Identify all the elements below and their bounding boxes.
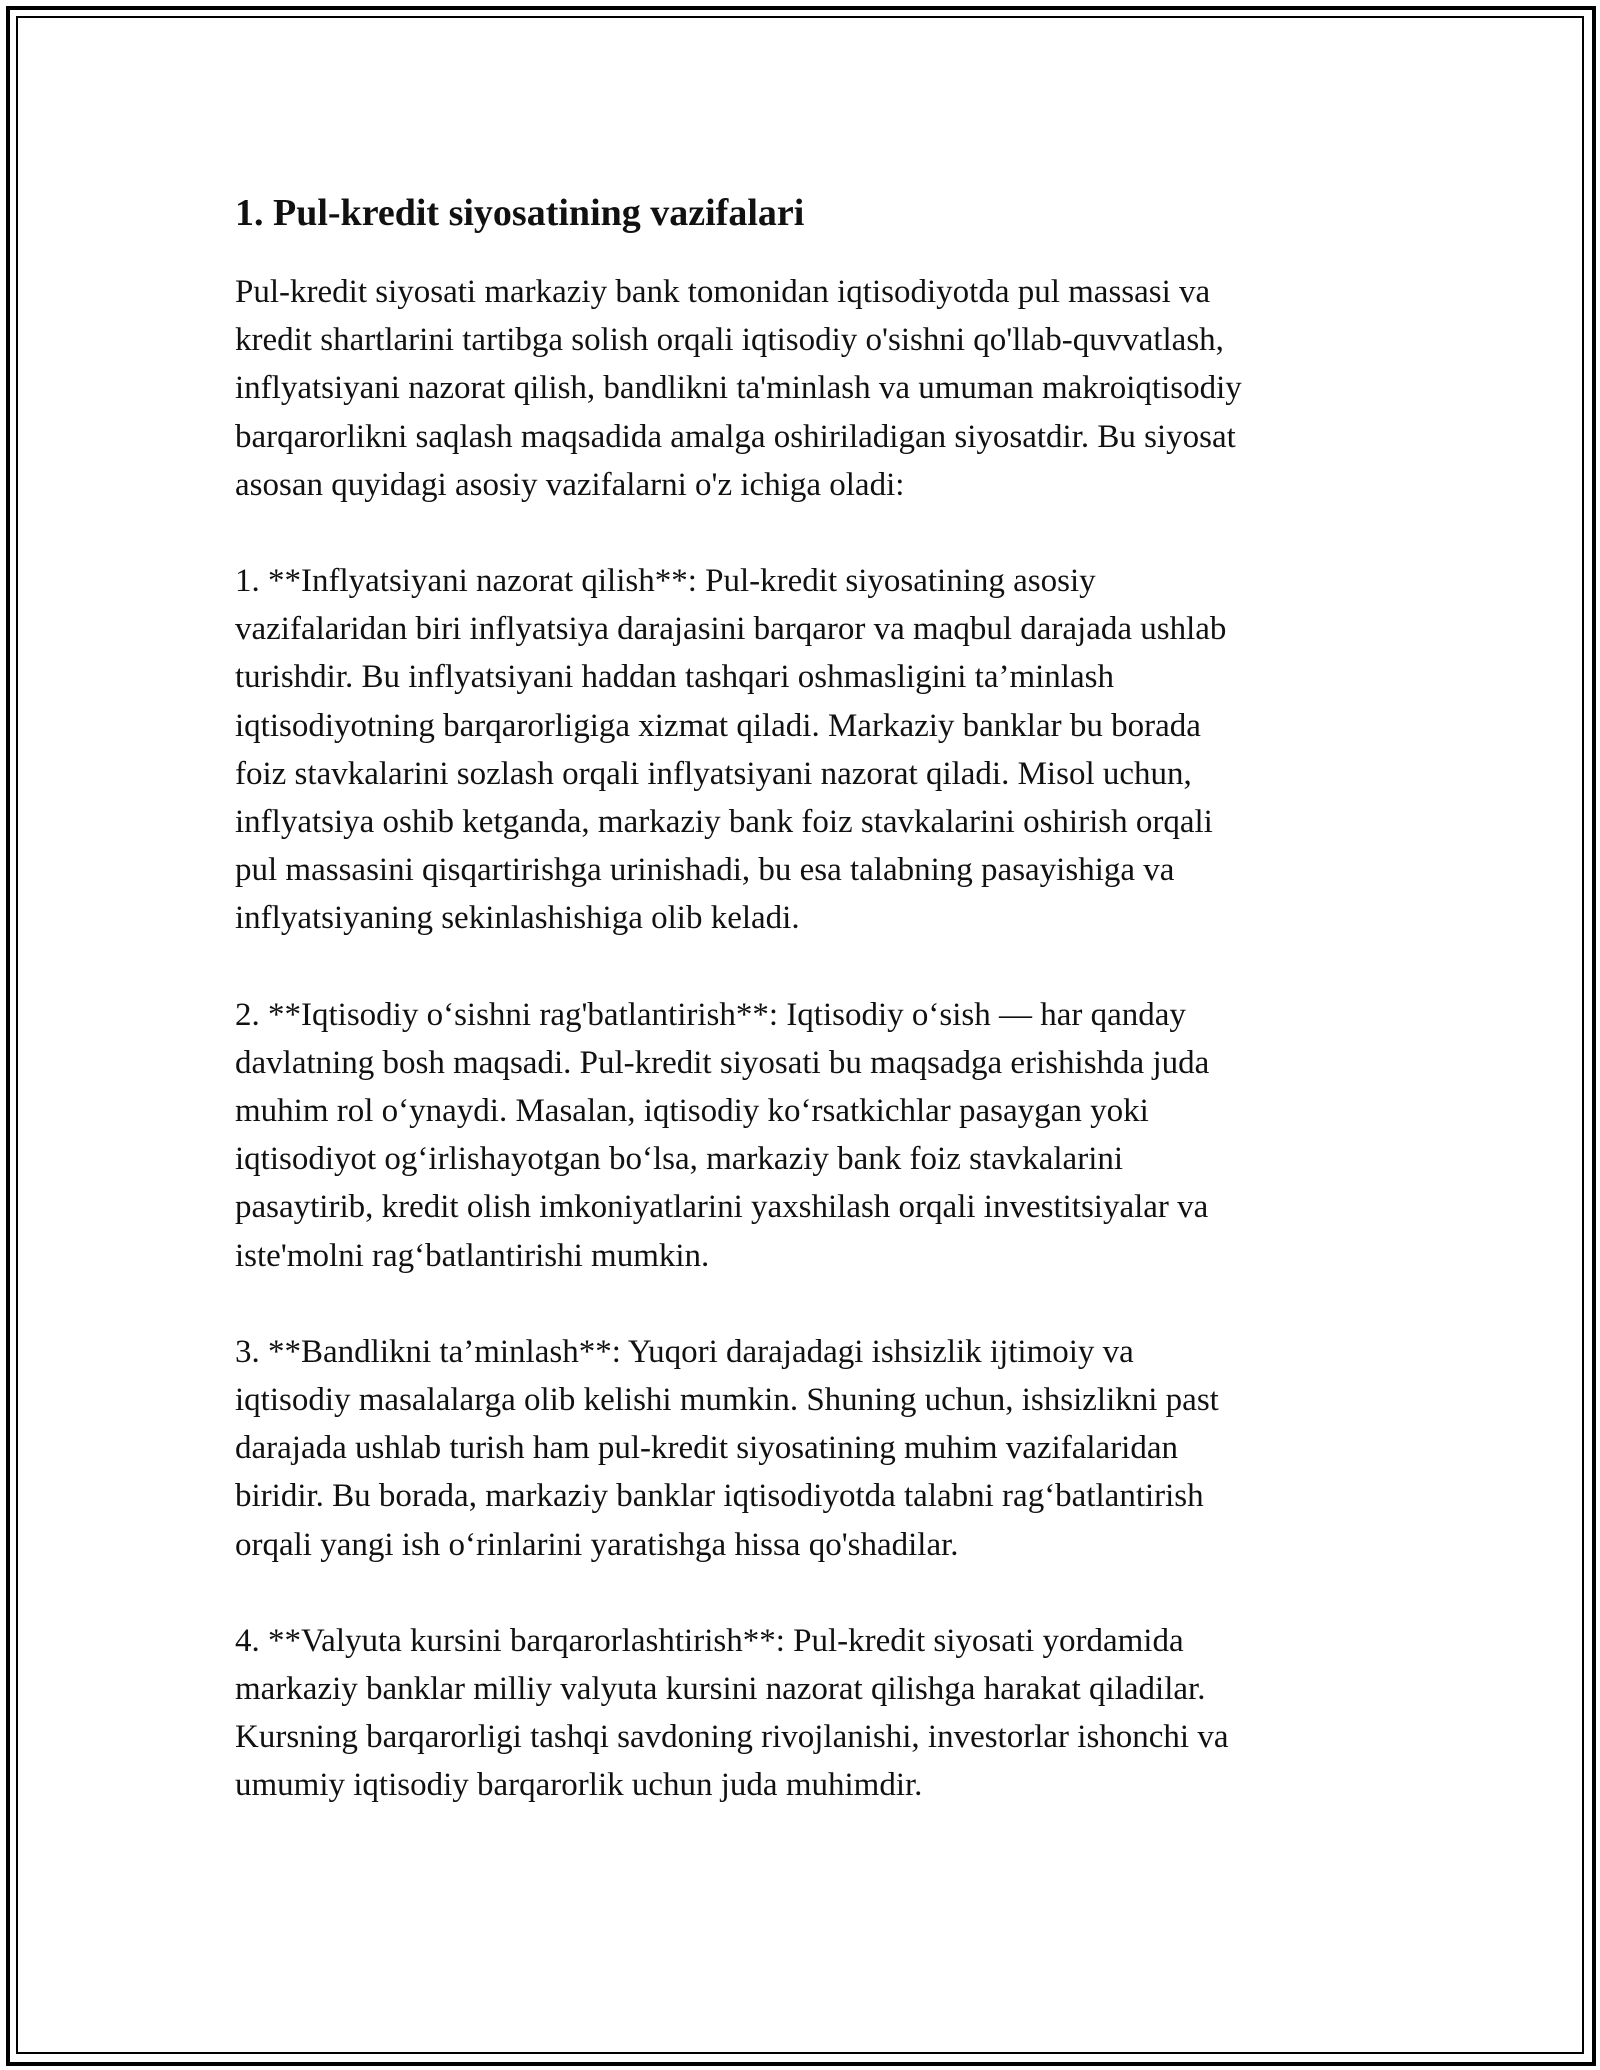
text-line: biridir. Bu borada, markaziy banklar iqtisodiyotda talabni rag‘batlantirish: [235, 1478, 1204, 1515]
text-line: 4. **Valyuta kursini barqarorlashtirish**: Pul-kredit siyosati yordamida: [235, 1622, 1184, 1659]
paragraph: [235, 268, 1365, 509]
text-line: 3. **Bandlikni ta’minlash**: Yuqori darajadagi ishsizlik ijtimoiy va: [235, 1333, 1134, 1370]
text-line: pul massasini qisqartirishga urinishadi, bu esa talabning pasayishiga va: [235, 852, 1175, 889]
paragraph: [235, 1617, 1365, 1810]
text-line: Pul-kredit siyosati markaziy bank tomonidan iqtisodiyotda pul massasi va: [235, 274, 1211, 310]
paragraph: [235, 1328, 1365, 1569]
text-line: 1. **Inflyatsiyani nazorat qilish**: Pul-kredit siyosatining asosiy: [235, 563, 1096, 600]
text-line: barqarorlikni saqlash maqsadida amalga oshiriladigan siyosatdir. Bu siyosat: [235, 418, 1236, 455]
text-line: inflyatsiyani nazorat qilish, bandlikni ta'minlash va umuman makroiqtisodiy: [235, 370, 1242, 407]
text-line: iqtisodiyot og‘irlishayotgan bo‘lsa, markaziy bank foiz stavkalarini: [235, 1141, 1124, 1178]
text-line: davlatning bosh maqsadi. Pul-kredit siyosati bu maqsadga erishishda juda: [235, 1044, 1210, 1081]
text-line: inflyatsiya oshib ketganda, markaziy bank foiz stavkalarini oshirish orqali: [235, 804, 1213, 841]
text-line: iqtisodiyotning barqarorligiga xizmat qiladi. Markaziy banklar bu borada: [235, 707, 1201, 744]
text-line: iqtisodiy masalalarga olib kelishi mumkin. Shuning uchun, ishsizlikni past: [235, 1382, 1219, 1419]
text-line: turishdir. Bu inflyatsiyani haddan tashqari oshmasligini ta’minlash: [235, 659, 1114, 696]
text-line: asosan quyidagi asosiy vazifalarni o'z ichiga oladi:: [235, 466, 905, 503]
text-line: orqali yangi ish o‘rinlarini yaratishga hissa qo'shadilar.: [235, 1526, 959, 1563]
text-line: muhim rol o‘ynaydi. Masalan, iqtisodiy ko‘rsatkichlar pasaygan yoki: [235, 1093, 1149, 1130]
text-line: darajada ushlab turish ham pul-kredit siyosatining muhim vazifalaridan: [235, 1430, 1178, 1467]
text-line: Kursning barqarorligi tashqi savdoning rivojlanishi, investorlar ishonchi va: [235, 1719, 1229, 1756]
text-line: kredit shartlarini tartibga solish orqali iqtisodiy o'sishni qo'llab-quvvatlash,: [235, 322, 1224, 359]
text-line: markaziy banklar milliy valyuta kursini nazorat qilishga harakat qiladilar.: [235, 1671, 1206, 1708]
text-line: foiz stavkalarini sozlash orqali inflyatsiyani nazorat qiladi. Misol uchun,: [235, 755, 1192, 792]
document-body: [235, 188, 1365, 1858]
text-line: iste'molni rag‘batlantirishi mumkin.: [235, 1237, 710, 1274]
text-line: inflyatsiyaning sekinlashishiga olib keladi.: [235, 900, 800, 937]
document-title: 1. Pul-kredit siyosatining vazifalari: [235, 192, 805, 234]
paragraph: [235, 991, 1365, 1280]
text-line: umumiy iqtisodiy barqarorlik uchun juda muhimdir.: [235, 1767, 923, 1804]
text-line: pasaytirib, kredit olish imkoniyatlarini yaxshilash orqali investitsiyalar va: [235, 1189, 1209, 1226]
text-line: 2. **Iqtisodiy o‘sishni rag'batlantirish**: Iqtisodiy o‘sish — har qanday: [235, 996, 1186, 1033]
paragraph-list: [235, 268, 1365, 1810]
text-line: vazifalaridan biri inflyatsiya darajasini barqaror va maqbul darajada ushlab: [235, 611, 1227, 648]
paragraph: [235, 557, 1365, 943]
